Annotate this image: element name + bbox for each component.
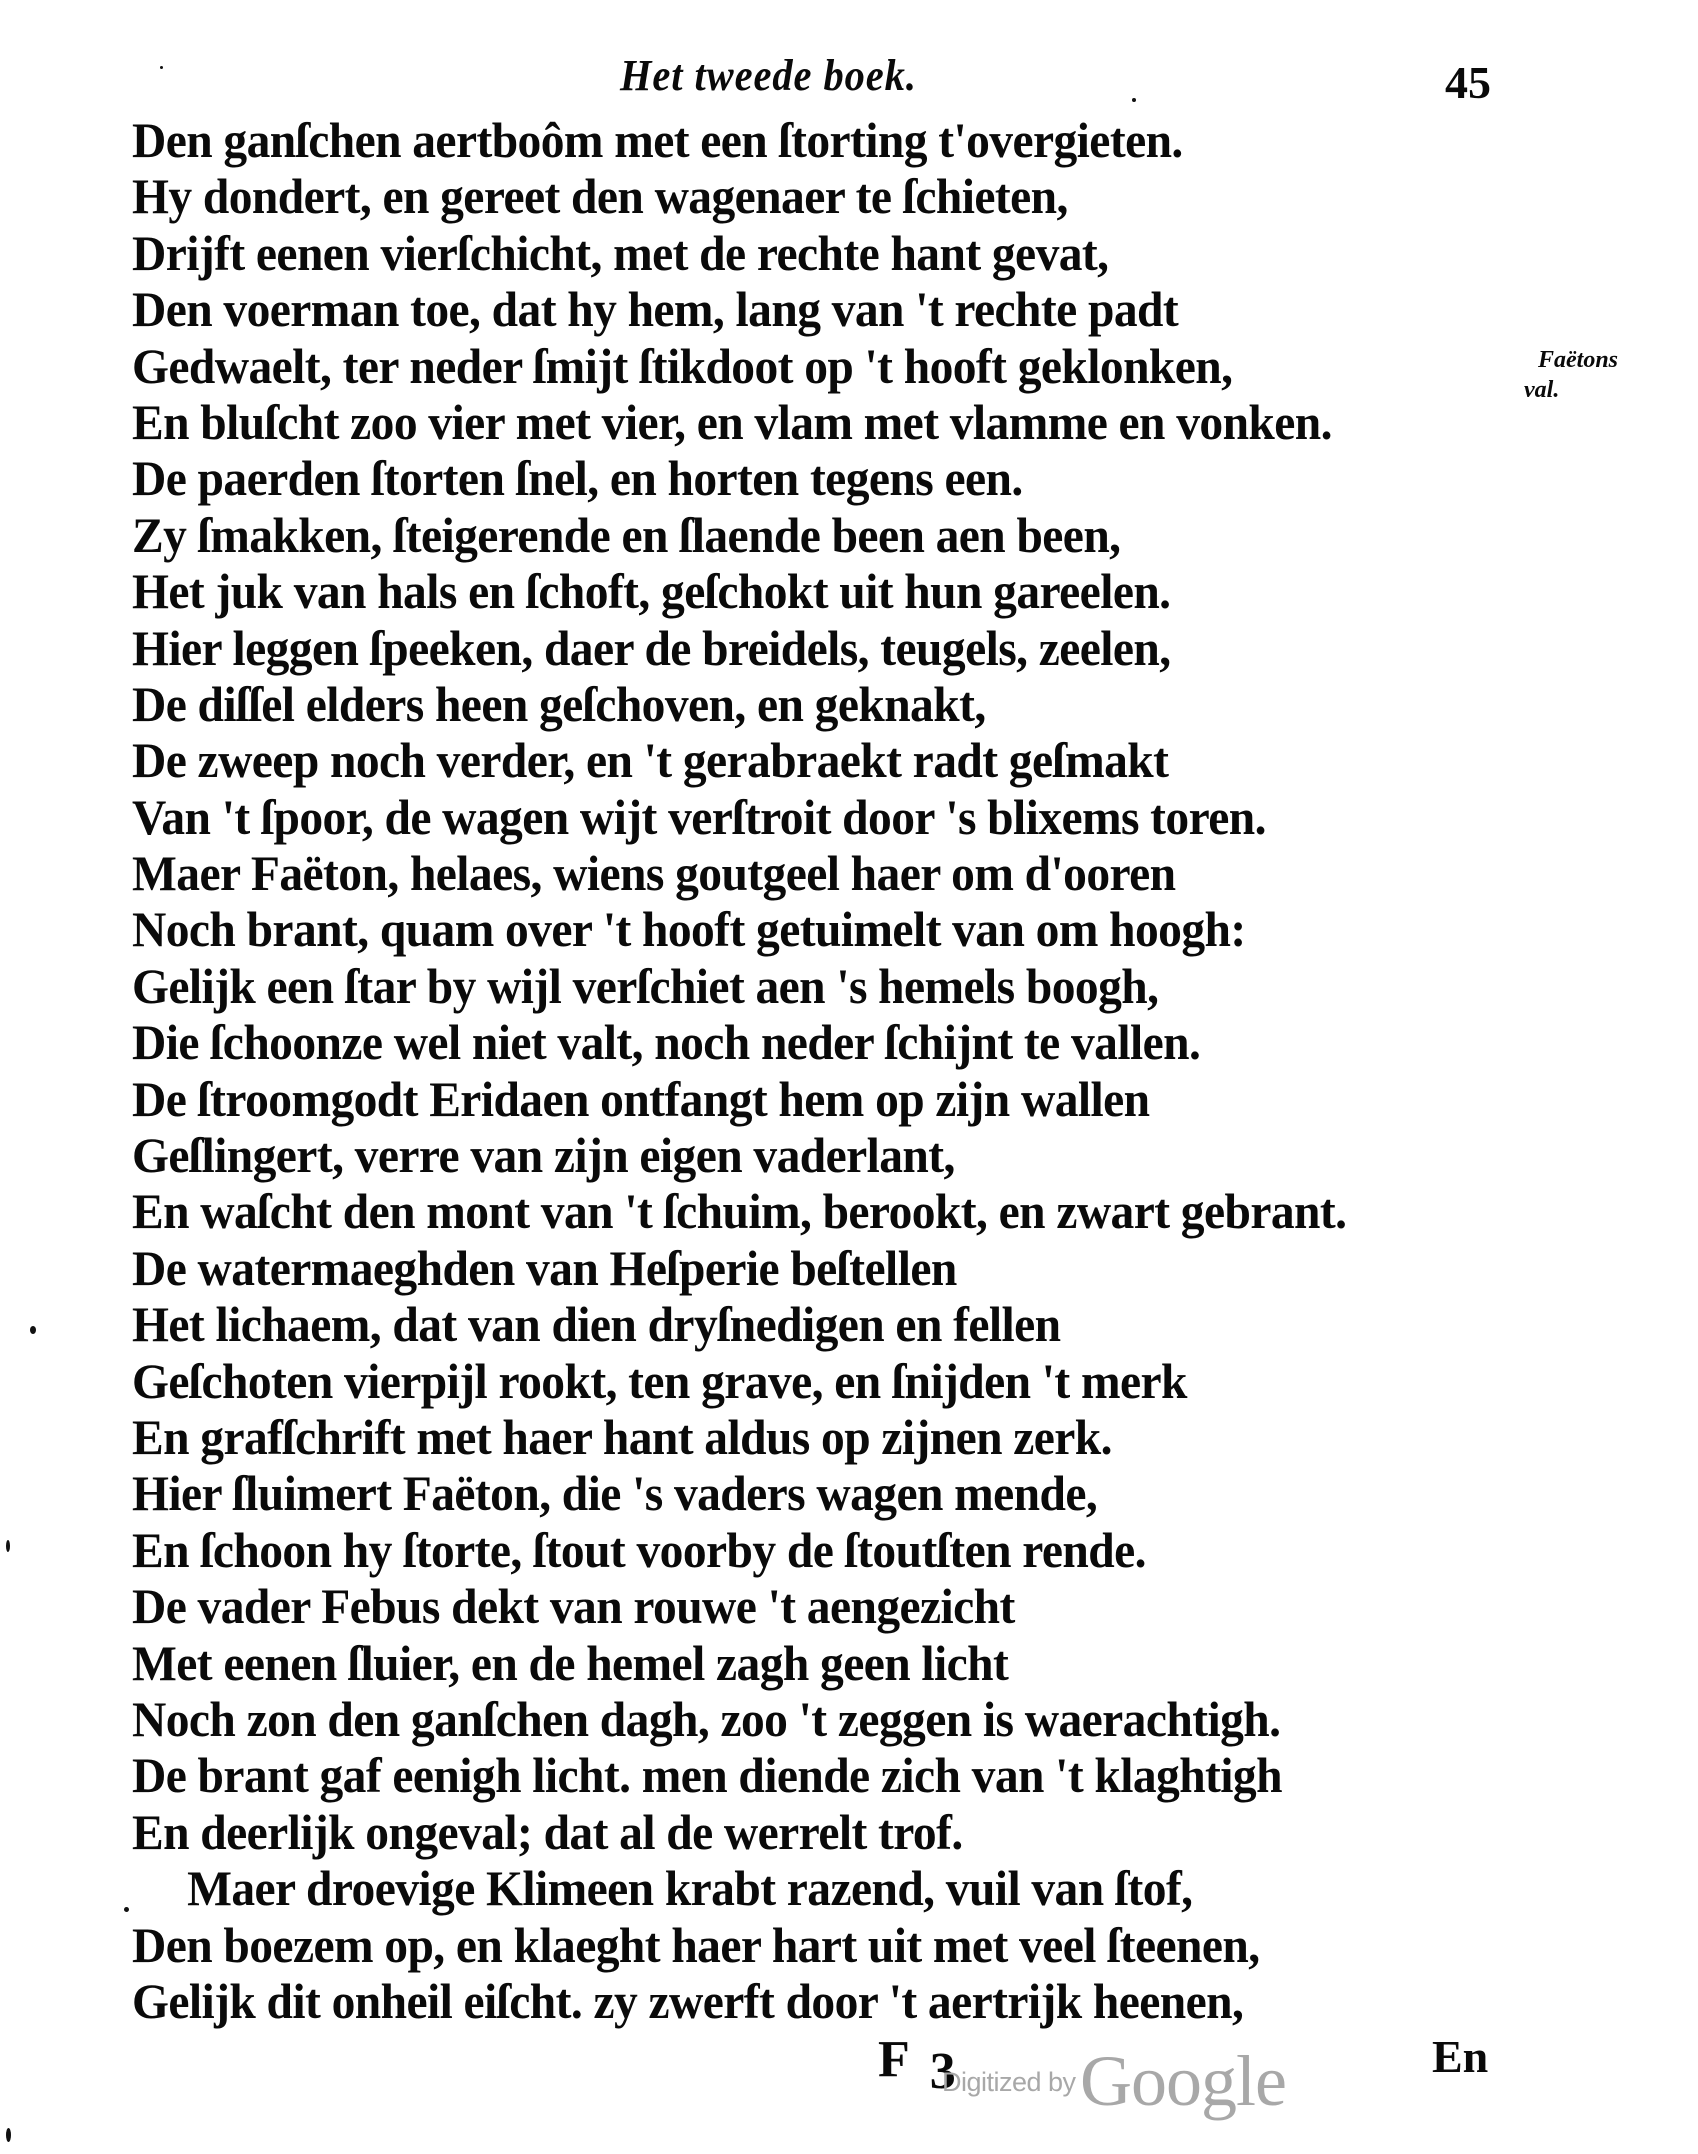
- signature-number: 3: [929, 2043, 956, 2100]
- verse-line: Die ſchoonze wel niet valt, noch neder ſchijnt te vallen.: [132, 1014, 1201, 1071]
- verse-line: Den boezem op, en klaeght haer hart uit met veel ſteenen,: [132, 1916, 1260, 1973]
- verse-line: Met eenen ſluier, en de hemel zagh geen licht: [132, 1634, 1009, 1691]
- scan-speck: [30, 1326, 36, 1334]
- running-head: Het tweede boek.: [620, 51, 917, 100]
- digitized-watermark: [942, 2040, 1286, 2123]
- verse-line: De paerden ſtorten ſnel, en horten tegens een.: [132, 450, 1023, 507]
- verse-line: Noch brant, quam over 't hooft getuimelt van om hoogh:: [132, 901, 1246, 958]
- margin-note-line: Faëtons: [1538, 347, 1619, 373]
- signature-letter: F: [878, 2031, 910, 2088]
- verse-line: De watermaeghden van Heſperie beſtellen: [132, 1239, 957, 1296]
- verse-line: Het juk van hals en ſchoft, geſchokt uit hun gareelen.: [132, 563, 1171, 620]
- scan-speck: [124, 1907, 129, 1912]
- margin-note: [1524, 345, 1619, 405]
- verse-line: De ſtroomgodt Eridaen ontfangt hem op zijn wallen: [132, 1070, 1150, 1127]
- verse-line: En ſchoon hy ſtorte, ſtout voorby de ſtoutſten rende.: [132, 1521, 1146, 1578]
- verse-line: Geſchoten vierpijl rookt, ten grave, en ſnijden 't merk: [132, 1352, 1187, 1409]
- catchword: En: [1432, 2031, 1489, 2082]
- verse-block: [132, 112, 1512, 2029]
- verse-line-indented: Maer droevige Klimeen krabt razend, vuil van ſtof,: [187, 1860, 1193, 1917]
- verse-line: Den ganſchen aertboôm met een ſtorting t'overgieten.: [132, 112, 1183, 168]
- margin-note-line: val.: [1524, 377, 1560, 403]
- verse-line: Hier leggen ſpeeken, daer de breidels, teugels, zeelen,: [132, 619, 1171, 676]
- verse-line: Gelijk dit onheil eiſcht. zy zwerft door 't aertrijk heenen,: [132, 1972, 1244, 2029]
- scan-speck: [1132, 98, 1136, 102]
- verse-line: De diſſel elders heen geſchoven, en geknakt,: [132, 675, 986, 732]
- verse-line: Maer Faëton, helaes, wiens goutgeel haer om d'ooren: [132, 845, 1176, 902]
- verse-line: Zy ſmakken, ſteigerende en ſlaende been aen been,: [132, 506, 1121, 563]
- verse-line: Noch zon den ganſchen dagh, zoo 't zeggen is waerachtigh.: [132, 1690, 1281, 1747]
- verse-line: Hy dondert, en gereet den wagenaer te ſchieten,: [132, 168, 1068, 225]
- verse-line: Het lichaem, dat van dien dryſnedigen en fellen: [132, 1296, 1061, 1353]
- verse-line: De brant gaf eenigh licht. men diende zich van 't klaghtigh: [132, 1747, 1282, 1804]
- verse-line: Van 't ſpoor, de wagen wijt verſtroit door 's blixems toren.: [132, 788, 1266, 845]
- verse-line: De vader Febus dekt van rouwe 't aengezicht: [132, 1578, 1015, 1635]
- scan-speck: [160, 66, 163, 69]
- verse-line: Geſlingert, verre van zijn eigen vaderlant,: [132, 1127, 955, 1184]
- verse-line: Gelijk een ſtar by wijl verſchiet aen 's hemels boogh,: [132, 957, 1159, 1014]
- page-number: 45: [1445, 57, 1491, 108]
- verse-line: De zweep noch verder, en 't gerabraekt radt geſmakt: [132, 732, 1169, 789]
- scan-speck: [6, 1540, 10, 1552]
- verse-line: En grafſchrift met haer hant aldus op zijnen zerk.: [132, 1408, 1112, 1465]
- verse-line: Drijft eenen vierſchicht, met de rechte hant gevat,: [132, 224, 1109, 281]
- verse-line: Gedwaelt, ter neder ſmijt ſtikdoot op 't hooft geklonken,: [132, 337, 1233, 394]
- verse-line: En deerlijk ongeval; dat al de werrelt trof.: [132, 1803, 963, 1860]
- verse-line: En waſcht den mont van 't ſchuim, berookt, en zwart gebrant.: [132, 1183, 1347, 1240]
- verse-line: Den voerman toe, dat hy hem, lang van 't rechte padt: [132, 281, 1179, 338]
- verse-line: Hier ſluimert Faëton, die 's vaders wagen mende,: [132, 1465, 1098, 1522]
- google-logo: Google: [1080, 2041, 1286, 2121]
- watermark-prefix: Digitized by: [942, 2067, 1076, 2097]
- verse-line: En bluſcht zoo vier met vier, en vlam met vlamme en vonken.: [132, 393, 1332, 450]
- scan-speck: [6, 2128, 11, 2142]
